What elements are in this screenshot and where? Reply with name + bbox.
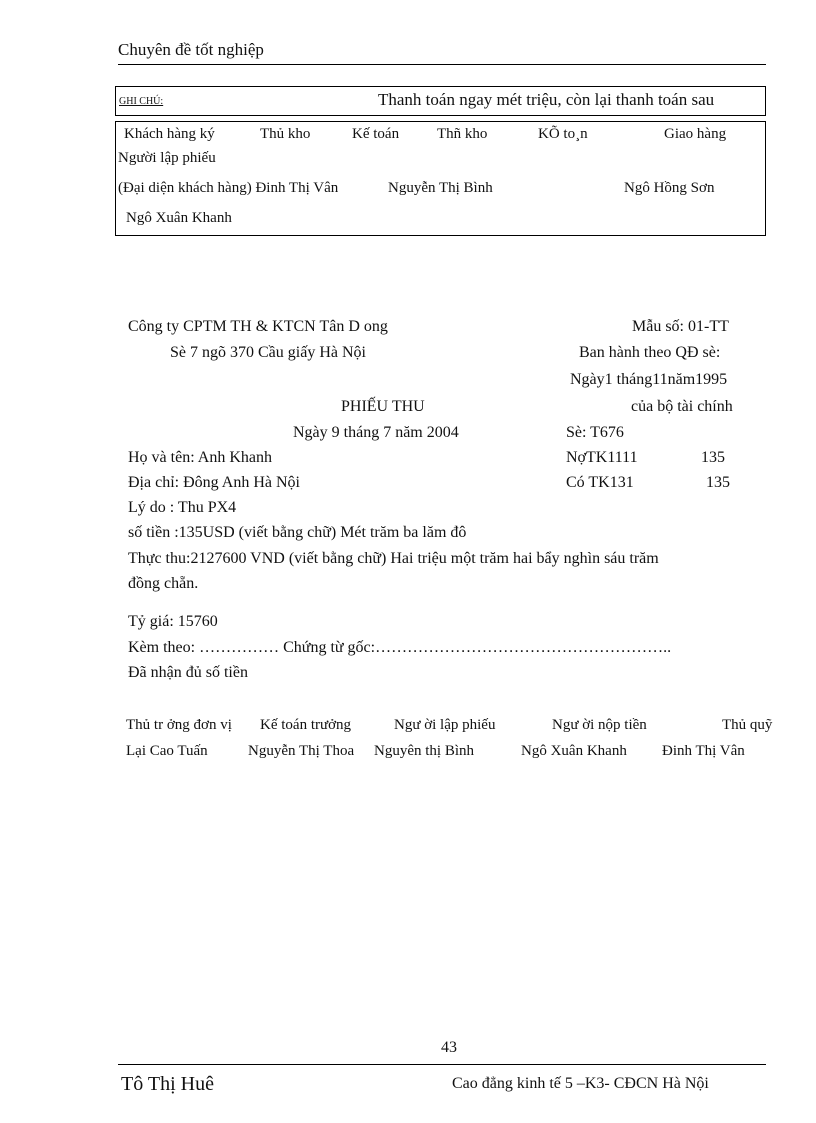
credit-account: Có TK131 xyxy=(566,474,634,491)
role-delivery: Giao hàng xyxy=(664,126,727,142)
footer-author: Tô Thị Huê xyxy=(121,1073,214,1095)
page-header-title: Chuyên đề tốt nghiệp xyxy=(118,40,264,59)
receipt-date: Ngày 9 tháng 7 năm 2004 xyxy=(293,424,459,441)
signature-box xyxy=(115,121,766,236)
company-name: Công ty CPTM TH & KTCN Tân D ong xyxy=(128,318,388,335)
actual-amount: Thực thu:2127600 VND (viết bằng chữ) Hai triệu một trăm hai bẩy nghìn sáu trăm xyxy=(128,550,659,567)
receipt-title: PHIẾU THU xyxy=(341,398,425,415)
signer-creator: Ngô Xuân Khanh xyxy=(126,210,232,226)
note-text: Thanh toán ngay mét triệu, còn lại thanh toán sau xyxy=(378,90,715,109)
payer-address: Địa chỉ: Đông Anh Hà Nội xyxy=(128,474,300,491)
form-number: Mẫu số: 01-TT xyxy=(632,318,729,335)
signer-role-head: Thủ tr ởng đơn vị xyxy=(126,717,232,733)
signer-name-payer: Ngô Xuân Khanh xyxy=(521,743,627,759)
ministry: của bộ tài chính xyxy=(631,398,733,415)
actual-amount-cont: đồng chẵn. xyxy=(128,575,199,592)
signer-role-payer: Ngư ời nộp tiền xyxy=(552,717,647,733)
footer-rule xyxy=(118,1064,766,1065)
signer-role-cashier: Thủ quỹ xyxy=(722,717,773,733)
signer-name-head: Lại Cao Tuấn xyxy=(126,743,208,759)
issued-by: Ban hành theo QĐ sè: xyxy=(579,344,721,361)
role-storekeeper-2: Thñ kho xyxy=(437,126,488,142)
role-customer: Khách hàng ký xyxy=(124,126,215,142)
exchange-rate: Tỷ giá: 15760 xyxy=(128,613,218,630)
header-rule xyxy=(118,64,766,65)
footer-class: Cao đẳng kinh tế 5 –K3- CĐCN Hà Nội xyxy=(452,1075,709,1092)
signer-role-creator: Ngư ời lập phiếu xyxy=(394,717,496,733)
note-box xyxy=(115,86,766,116)
signer-role-chief-accountant: Kế toán trưởng xyxy=(260,717,352,733)
role-storekeeper: Thủ kho xyxy=(260,126,311,142)
credit-value: 135 xyxy=(706,474,730,491)
issued-date: Ngày1 tháng11năm1995 xyxy=(570,371,728,388)
page-number: 43 xyxy=(441,1039,457,1056)
signer-name-creator: Nguyên thị Bình xyxy=(374,743,474,759)
receipt-number: Sè: T676 xyxy=(566,424,624,441)
role-creator: Người lập phiếu xyxy=(118,150,216,166)
amount: số tiền :135USD (viết bằng chữ) Mét trăm ba lăm đô xyxy=(128,524,467,541)
payer-name: Họ và tên: Anh Khanh xyxy=(128,449,272,466)
role-accountant-2: KÕ to¸n xyxy=(538,126,588,142)
signer-customer: (Đại diện khách hàng) Đinh Thị Vân xyxy=(118,180,339,196)
role-accountant: Kế toán xyxy=(352,126,400,142)
note-label: GHI CHÚ: xyxy=(119,96,164,107)
signer-name-cashier: Đinh Thị Vân xyxy=(662,743,745,759)
signer-name-chief-accountant: Nguyễn Thị Thoa xyxy=(248,743,355,759)
signer-accountant: Nguyễn Thị Bình xyxy=(388,180,493,196)
reason: Lý do : Thu PX4 xyxy=(128,499,237,516)
attachments: Kèm theo: …………… Chứng từ gốc:……………………………………………….. xyxy=(128,639,672,656)
signer-delivery: Ngô Hồng Sơn xyxy=(624,180,715,196)
received-note: Đã nhận đủ số tiền xyxy=(128,664,248,681)
debit-account: NợTK1111 xyxy=(566,449,638,466)
debit-value: 135 xyxy=(701,449,725,466)
company-address: Sè 7 ngõ 370 Cầu giấy Hà Nội xyxy=(170,344,366,361)
